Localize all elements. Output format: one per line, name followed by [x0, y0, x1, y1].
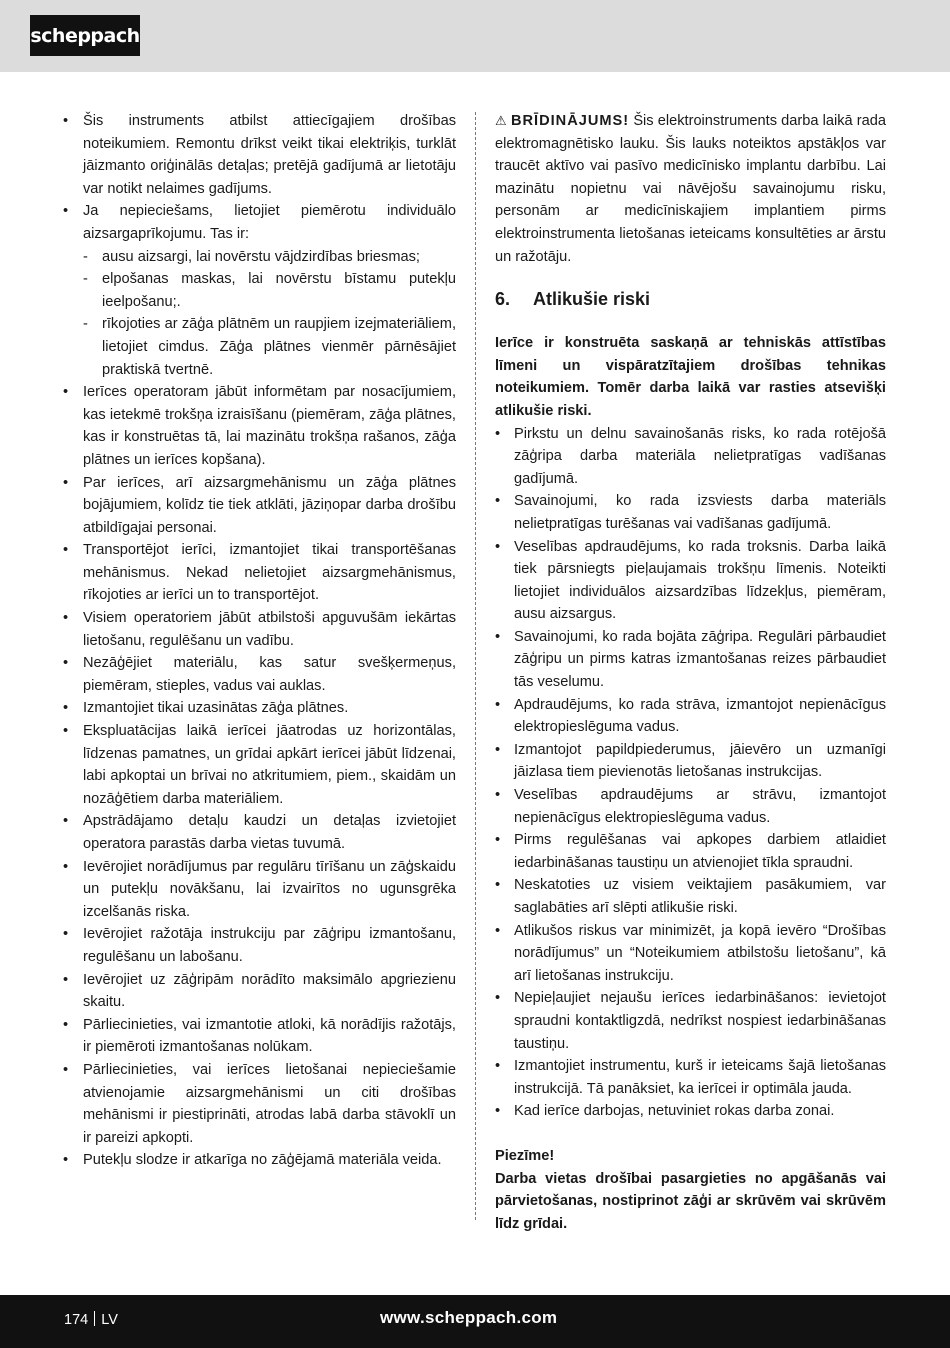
- warning-text: Šis elektroinstruments darba laikā rada elektromagnētisko lauku. Šis lauks noteiktos apstākļos var traucēt aktīvo vai pasīvo medicīnisko implantu darbību. Lai mazinātu nopietnu vai nāvējošu savainojumu risku, personām ar medicīniskajiem implantiem pirms elektroinstrumenta lietošanas ieteicams konsultēties ar ārstu un ražotāju.: [495, 113, 887, 265]
- list-item: • Savainojumi, ko rada bojāta zāģripa. Regulāri pārbaudiet zāģripu un pirms katras izmantošanas reizes pārbaudiet tās veselumu.: [495, 626, 886, 694]
- warning-title: BRĪDINĀJUMS!: [510, 113, 630, 129]
- residual-risks-list: [495, 423, 886, 1123]
- page-number: 174 LV: [64, 1312, 118, 1328]
- sub-list-item: - elpošanas maskas, lai novērstu bīstamu putekļu ieelpošanu;.: [83, 268, 456, 313]
- section-number: 6.: [495, 289, 511, 310]
- section-heading: [495, 288, 886, 310]
- list-item: • Visiem operatoriem jābūt atbilstoši apguvušām iekārtas lietošanu, regulēšanu un vadību.: [62, 607, 456, 652]
- list-item: • Ierīces operatoram jābūt informētam par nosacījumiem, kas ietekmē trokšņa izraisīšanu (piemēram, zāģa plātnes, kas ir konstruētas tā, lai mazinātu trokšņa rašanos, zāģa plātnes un ierīces kopšana).: [62, 381, 456, 471]
- warning-block: [495, 110, 886, 268]
- note-title: Piezīme!: [495, 1147, 555, 1164]
- list-item: • Apdraudējums, ko rada strāva, izmantojot nepienācīgus elektropieslēguma vadus.: [495, 694, 886, 739]
- list-item: • Pārliecinieties, vai izmantotie atloki, kā norādījis ražotājs, ir piemēroti izmantošanas nolūkam.: [62, 1014, 456, 1059]
- language-code: LV: [101, 1312, 118, 1328]
- section-intro: Ierīce ir konstruēta saskaņā ar tehniskās attīstības līmeni un vispāratzītajiem drošības tehnikas noteikumiem. Tomēr darba laikā var rasties atsevišķi atlikušie riski.: [495, 335, 886, 419]
- list-item: • Neskatoties uz visiem veiktajiem pasākumiem, var saglabāties arī slēpti atlikušie riski.: [495, 874, 886, 919]
- list-item: • Pirkstu un delnu savainošanās risks, ko rada rotējošā zāģripa darba materiāla nelietpratīgas vadīšanas gadījumā.: [495, 423, 886, 491]
- list-item: • Veselības apdraudējums, ko rada troksnis. Darba laikā tiek pārsniegts pieļaujamais trokšņu līmenis. Noteikti lietojiet individuālos aizsardzības līdzekļus, piemēram, ausu aizsargus.: [495, 536, 886, 626]
- list-item: • Kad ierīce darbojas, netuviniet rokas darba zonai.: [495, 1100, 886, 1123]
- list-item: • Ievērojiet uz zāģripām norādīto maksimālo apgriezienu skaitu.: [62, 969, 456, 1014]
- list-item: • Par ierīces, arī aizsargmehānismu un zāģa plātnes bojājumiem, kolīdz tie tiek atklāti, jāziņopar darba drošību atbildīgajai personai.: [62, 472, 456, 540]
- sub-list-item: - rīkojoties ar zāģa plātnēm un raupjiem izejmateriāliem, lietojiet cimdus. Zāģa plātnes vienmēr pārnēsājiet praktiskā tvertnē.: [83, 313, 456, 381]
- list-item: • Nepieļaujiet nejaušu ierīces iedarbināšanos: ievietojot spraudni kontaktligzdā, nedrīkst nospiest iedarbināšanas taustiņu.: [495, 987, 886, 1055]
- list-item: • Transportējot ierīci, izmantojiet tikai transportēšanas mehānismus. Nekad nelietojiet aizsargmehānismus, rīkojoties ar ierīci un to transportējot.: [62, 539, 456, 607]
- website-link[interactable]: www.scheppach.com: [380, 1308, 558, 1327]
- list-item: • Pārliecinieties, vai ierīces lietošanai nepieciešamie atvienojamie aizsargmehānismi un citi drošības mehānismi ir piestiprināti, atrodas labā darba stāvoklī un ir pareizi apkopti.: [62, 1059, 456, 1149]
- list-item: • Pirms regulēšanas vai apkopes darbiem atlaidiet iedarbināšanas taustiņu un atvienojiet tīkla spraudni.: [495, 829, 886, 874]
- list-item: • Ekspluatācijas laikā ierīcei jāatrodas uz horizontālas, līdzenas pamatnes, un grīdai apkārt ierīcei jābūt līdzenai, labi apkoptai un brīvai no atkritumiem, piem., skaidām un nozāģētiem darba materiāliem.: [62, 720, 456, 810]
- sub-list: [83, 246, 456, 382]
- page-header: [0, 0, 950, 72]
- sub-list-item: - ausu aizsargi, lai novērstu vājdzirdības briesmas;: [83, 246, 456, 269]
- list-item: • Izmantojiet instrumentu, kurš ir ieteicams šajā lietošanas instrukcijā. Tā panāksiet, ka ierīcei ir optimāla jauda.: [495, 1055, 886, 1100]
- list-item: • Izmantojiet tikai uzasinātas zāģa plātnes.: [62, 697, 456, 720]
- list-item: • Izmantojot papildpiederumus, jāievēro un uzmanīgi jāizlasa tiem pievienotās lietošanas instrukcijas.: [495, 739, 886, 784]
- list-item: • Šis instruments atbilst attiecīgajiem drošības noteikumiem. Remontu drīkst veikt tikai elektriķis, turklāt jāizmanto oriģinālās detaļas; pretējā gadījumā ar lietotāju var notikt nelaimes gadījums.: [62, 110, 456, 200]
- left-column: [62, 110, 456, 1172]
- list-item: • Nezāģējiet materiālu, kas satur svešķermeņus, piemēram, stieples, vadus vai auklas.: [62, 652, 456, 697]
- list-item: • Apstrādājamo detaļu kaudzi un detaļas izvietojiet operatora parastās darba vietas tuvumā.: [62, 810, 456, 855]
- right-column: [495, 110, 886, 1235]
- list-item: • Ievērojiet ražotāja instrukciju par zāģripu izmantošanu, regulēšanu un labošanu.: [62, 923, 456, 968]
- warning-triangle-icon: ⚠: [495, 113, 507, 128]
- list-item: • Atlikušos riskus var minimizēt, ja kopā ievēro “Drošības norādījumus” un “Noteikumiem atbilstošu lietošanu”, kā arī lietošanas instrukciju.: [495, 920, 886, 988]
- column-divider: [475, 112, 476, 1220]
- safety-list: [62, 110, 456, 1172]
- list-item: • Putekļu slodze ir atkarīga no zāģējamā materiāla veida.: [62, 1149, 456, 1172]
- scheppach-logo: scheppach: [30, 15, 140, 56]
- list-item: • Ievērojiet norādījumus par regulāru tīrīšanu un zāģskaidu un putekļu novākšanu, lai izvairītos no ugunsgrēka izcelšanās riska.: [62, 856, 456, 924]
- page-footer: [0, 1295, 950, 1348]
- list-item: • Savainojumi, ko rada izsviests darba materiāls nelietpratīgas turēšanas vai vadīšanas gadījumā.: [495, 490, 886, 535]
- list-item: • Ja nepieciešams, lietojiet piemērotu individuālo aizsargaprīkojumu. Tas ir: - ausu aizsargi, lai novērstu vājdzirdības briesmas; - elpošanas maskas, lai novērstu bīstamu putekļu ieelpošanu;. - rīkojoties ar zāģa plātnēm un raupjiem izejmateriāliem, lietojiet cimdus. Zāģa plātnes vienmēr pārnēsājiet praktiskā tvertnē.: [62, 200, 456, 381]
- note-text: Darba vietas drošībai pasargieties no apgāšanās vai pārvietošanas, nostiprinot zāģi ar skrūvēm vai skrūvēm līdz grīdai.: [495, 1170, 886, 1232]
- section-title: Atlikušie riski: [533, 289, 651, 310]
- list-item: • Veselības apdraudējums ar strāvu, izmantojot nepienācīgus elektropieslēguma vadus.: [495, 784, 886, 829]
